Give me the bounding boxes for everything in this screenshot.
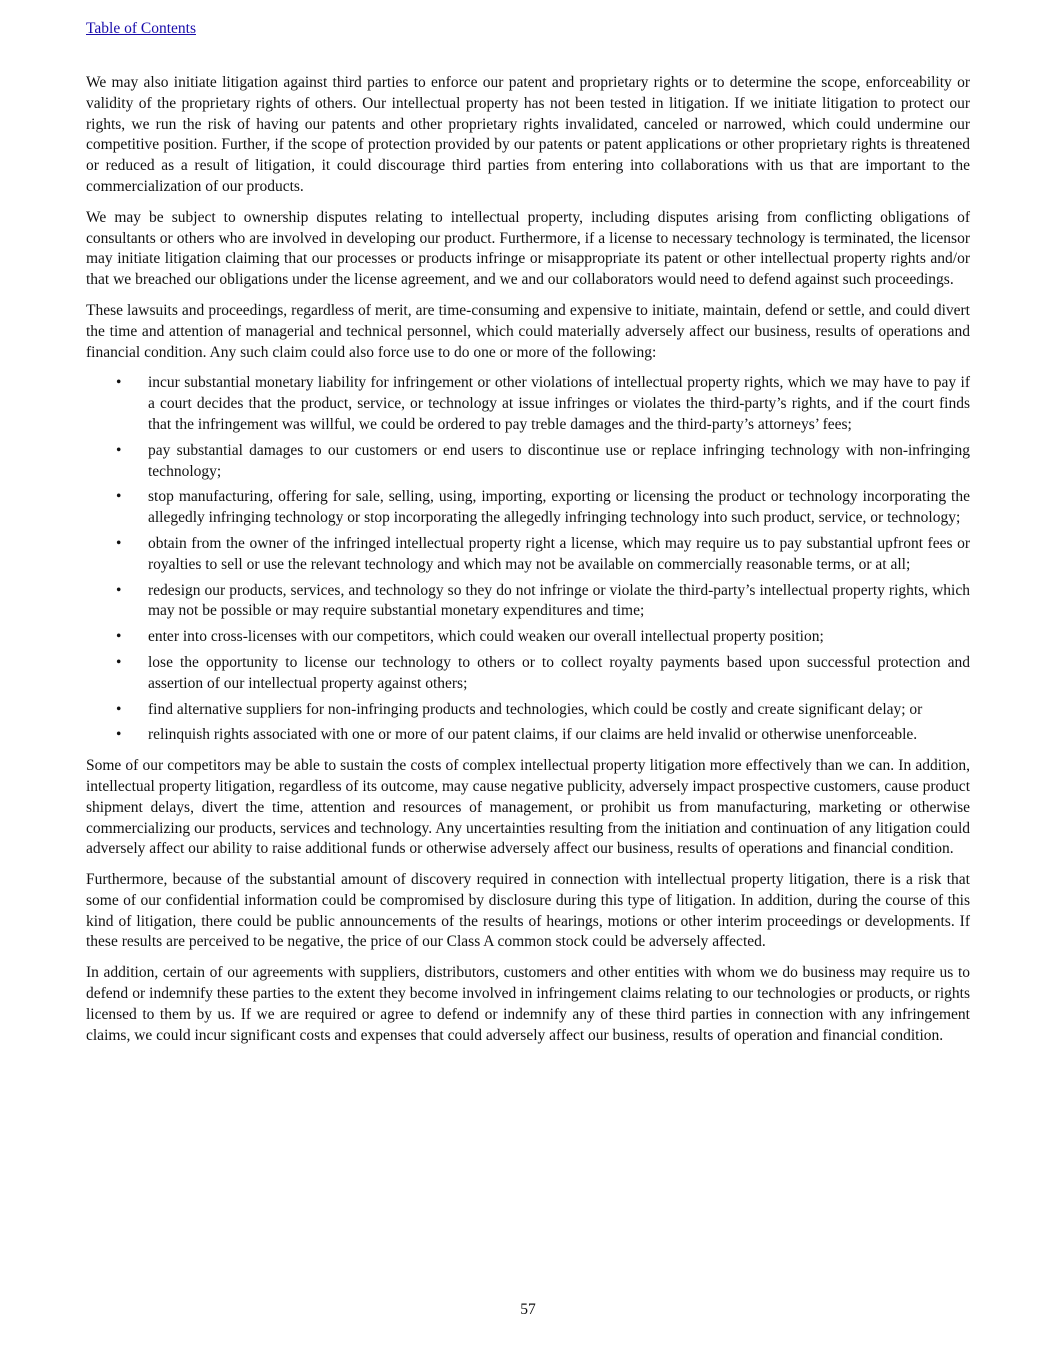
table-of-contents-link[interactable]: Table of Contents bbox=[86, 20, 196, 37]
paragraph-discovery-confidential: Furthermore, because of the substantial amount of discovery required in connection with intellectual property litigation, there is a risk that some of our confidential information could be compromised by disclosure during this type of litigation. In addition, during the course of this kind of litigation, there could be public announcements of the results of hearings, motions or other interim proceedings or developments. If these results are perceived to be negative, the price of our Class A common stock could be adversely affected. bbox=[86, 871, 970, 951]
paragraph-ownership-disputes: We may be subject to ownership disputes relating to intellectual property, including disputes arising from conflicting obligations of consultants or others who are involved in developing our product. Furthermore, if a license to necessary technology is terminated, the licensor may initiate litigation claiming that our processes or products infringe or misappropriate its patent or other intellectual property rights and/or that we breached our obligations under the license agreement, and we and our collaborators would need to defend against such proceedings. bbox=[86, 208, 970, 289]
consequences-bullet-list bbox=[86, 373, 970, 746]
bullet-icon: • bbox=[116, 700, 122, 718]
bullet-item-pay-damages bbox=[86, 441, 970, 483]
paragraph-competitors-costs: Some of our competitors may be able to sustain the costs of complex intellectual property litigation more effectively than we can. In addition, intellectual property litigation, regardless of its outcome, may cause negative publicity, adversely impact prospective customers, cause product shipment delays, divert the time, attention and resources of management, or prohibit us from manufacturing, marketing or otherwise commercializing our products, services and technology. Any uncertainties resulting from the initiation and continuation of any litigation could adversely affect our ability to raise additional funds or otherwise adversely affect our business, results of operations and financial condition. bbox=[86, 757, 970, 858]
bullet-icon: • bbox=[116, 653, 122, 671]
bullet-item-stop-manufacturing bbox=[86, 487, 970, 529]
bullet-text: find alternative suppliers for non-infringing products and technologies, which could be costly and create significant delay; or bbox=[148, 700, 923, 718]
bullet-text: lose the opportunity to license our technology to others or to collect royalty payments based upon successful protection and assertion of our intellectual property against others; bbox=[148, 653, 970, 692]
paragraph-indemnify-agreements: In addition, certain of our agreements with suppliers, distributors, customers and other entities with whom we do business may require us to defend or indemnify these parties to the extent they become involved in infringement claims relating to our technologies or products, or rights licensed to them by us. If we are required or agree to defend or indemnify any of these third parties in connection with any infringement claims, we could incur significant costs and expenses that could adversely affect our business, results of operation and financial condition. bbox=[86, 964, 970, 1044]
bullet-icon: • bbox=[116, 628, 122, 646]
bullet-icon: • bbox=[116, 374, 122, 392]
bullet-item-alternative-suppliers bbox=[86, 700, 970, 721]
bullet-item-obtain-license bbox=[86, 534, 970, 576]
bullet-item-redesign-products bbox=[86, 581, 970, 623]
bullet-item-lose-opportunity bbox=[86, 653, 970, 695]
bullet-item-monetary-liability bbox=[86, 373, 970, 435]
bullet-item-relinquish-rights bbox=[86, 725, 970, 746]
bullet-icon: • bbox=[116, 581, 122, 599]
bullet-text: obtain from the owner of the infringed intellectual property right a license, which may require us to pay substantial upfront fees or royalties to sell or use the relevant technology and which may not be available on commercially reasonable terms, or at all; bbox=[148, 534, 970, 573]
bullet-icon: • bbox=[116, 441, 122, 459]
page-number: 57 bbox=[520, 1301, 536, 1318]
bullet-icon: • bbox=[116, 488, 122, 506]
bullet-text: relinquish rights associated with one or more of our patent claims, if our claims are held invalid or otherwise unenforceable. bbox=[148, 726, 918, 744]
bullet-item-cross-licenses bbox=[86, 627, 970, 648]
document-body bbox=[86, 73, 970, 1056]
bullet-text: incur substantial monetary liability for infringement or other violations of intellectual property rights, which we may have to pay if a court decides that the product, service, or technology at issue infringes or violates the third-party’s rights, and if the court finds that the infringement was willful, we could be ordered to pay treble damages and the third-party’s attorneys’ fees; bbox=[148, 374, 970, 433]
bullet-text: redesign our products, services, and technology so they do not infringe or violate the third-party’s intellectual property rights, which may not be possible or may require substantial monetary expenditures and time; bbox=[148, 581, 970, 620]
bullet-text: stop manufacturing, offering for sale, selling, using, importing, exporting or licensing the product or technology incorporating the allegedly infringing technology or stop incorporating the allegedly infringing technology into such product, service, or technology; bbox=[148, 488, 970, 527]
paragraph-initiate-litigation: We may also initiate litigation against third parties to enforce our patent and proprietary rights or to determine the scope, enforceability or validity of the proprietary rights of others. Our intellectual property has not been tested in litigation. If we initiate litigation to protect our rights, we run the risk of having our patents and other proprietary rights invalidated, canceled or narrowed, which could undermine our competitive position. Further, if the scope of protection provided by our patents or patent applications or other proprietary rights is threatened or reduced as a result of litigation, it could discourage third parties from entering into collaborations with us that are important to the commercialization of our products. bbox=[86, 74, 970, 195]
paragraph-lawsuits-proceedings: These lawsuits and proceedings, regardless of merit, are time-consuming and expensive to initiate, maintain, defend or settle, and could divert the time and attention of managerial and technical personnel, which could materially adversely affect our business, results of operations and financial condition. Any such claim could also force use to do one or more of the following: bbox=[86, 301, 970, 361]
bullet-icon: • bbox=[116, 534, 122, 552]
bullet-text: enter into cross-licenses with our competitors, which could weaken our overall intellectual property position; bbox=[148, 628, 824, 646]
bullet-text: pay substantial damages to our customers or end users to discontinue use or replace infringing technology with non-infringing technology; bbox=[148, 441, 970, 480]
bullet-icon: • bbox=[116, 726, 122, 744]
